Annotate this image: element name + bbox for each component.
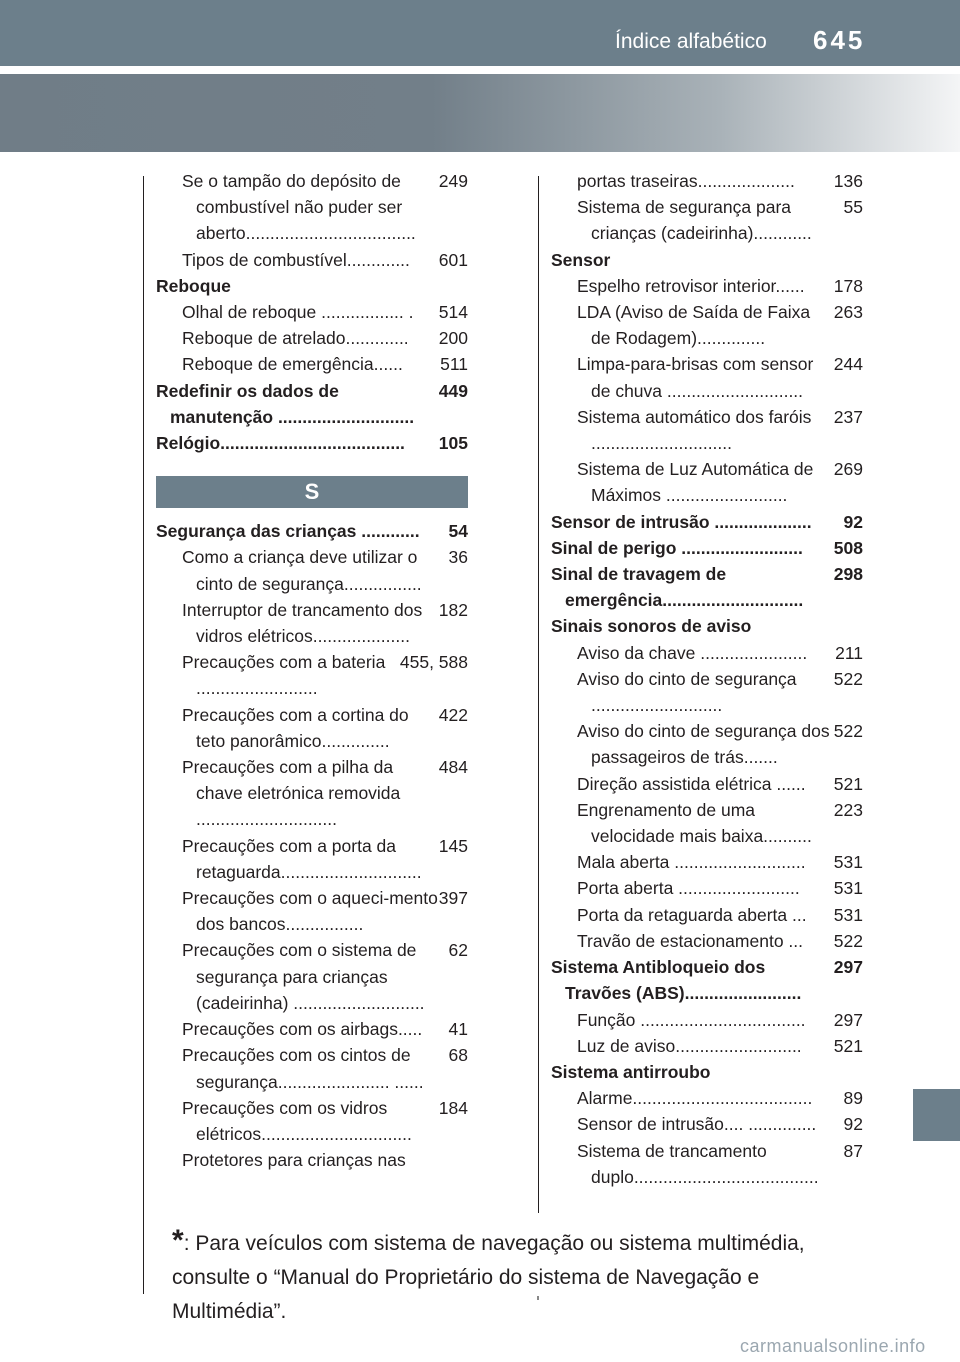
entry-text: Sensor de intrusão.... .............. bbox=[577, 1114, 817, 1135]
entry-text: Sistema de Luz Automática de Máximos ......................... bbox=[577, 459, 814, 506]
entry-text: Redefinir os dados de manutenção ............................ bbox=[156, 380, 415, 427]
entry-text: Relógio...................................... bbox=[156, 433, 405, 454]
entry-page: 522 bbox=[833, 721, 863, 742]
footnote-marker: * bbox=[172, 1224, 184, 1257]
entry-text: Sinais sonoros de aviso bbox=[551, 616, 752, 637]
entry-page: 249 bbox=[438, 171, 468, 191]
index-entry bbox=[156, 937, 468, 1016]
entry-text: Reboque de atrelado............. bbox=[182, 328, 409, 349]
index-entry bbox=[156, 1016, 468, 1042]
index-entry bbox=[156, 430, 468, 456]
entry-text: Precauções com a bateria ......................... bbox=[182, 652, 386, 699]
watermark: carmanualsonline.info bbox=[740, 1336, 926, 1356]
entry-page: 145 bbox=[438, 835, 468, 856]
entry-text: Alarme..................................... bbox=[577, 1088, 813, 1109]
index-entry bbox=[156, 833, 468, 885]
index-entry bbox=[156, 597, 468, 649]
entry-page: 508 bbox=[833, 537, 863, 558]
index-entry bbox=[551, 666, 863, 718]
entry-text: Precauções com o sistema de segurança para crianças (cadeirinha) ........................... bbox=[182, 940, 425, 1013]
index-entry bbox=[551, 1138, 863, 1190]
entry-text: Reboque de emergência...... bbox=[182, 354, 403, 375]
entry-text: Precauções com a pilha da chave eletrónica removida ............................. bbox=[182, 757, 401, 830]
index-entries-r bbox=[156, 168, 468, 456]
index-entry bbox=[551, 1007, 863, 1033]
index-entry bbox=[551, 928, 863, 954]
index-entry bbox=[156, 299, 468, 325]
page-number: 645 bbox=[813, 25, 866, 55]
entry-text: LDA (Aviso de Saída de Faixa de Rodagem).............. bbox=[577, 302, 811, 349]
entry-page: 62 bbox=[448, 940, 468, 961]
entry-text: Engrenamento de uma velocidade mais baixa.......... bbox=[577, 799, 812, 847]
entry-text: Função .................................. bbox=[577, 1009, 806, 1030]
entry-text: Travão de estacionamento ... bbox=[577, 930, 804, 951]
entry-page: 89 bbox=[843, 1088, 863, 1109]
entry-text: Aviso do cinto de segurança ........................... bbox=[577, 668, 797, 716]
left-column-rule bbox=[143, 176, 144, 1294]
entry-page: 522 bbox=[833, 930, 863, 951]
footnote bbox=[172, 1224, 872, 1329]
entry-page: 297 bbox=[833, 957, 863, 978]
entry-page: 41 bbox=[448, 1019, 468, 1040]
entry-text: Limpa-para-brisas com sensor de chuva ............................ bbox=[577, 354, 814, 401]
index-entry bbox=[551, 194, 863, 246]
entry-page: 298 bbox=[833, 564, 863, 585]
index-entry bbox=[156, 1095, 468, 1147]
entry-text: Porta aberta ......................... bbox=[577, 878, 800, 899]
entry-text: Precauções com os airbags..... bbox=[182, 1019, 423, 1040]
entry-text: Mala aberta ........................... bbox=[577, 852, 806, 873]
index-entry bbox=[156, 378, 468, 430]
section-header-s: S bbox=[156, 476, 468, 508]
entry-text: Se o tampão do depósito de combustível não puder ser aberto................................... bbox=[182, 171, 416, 244]
footnote-text: : Para veículos com sistema de navegação ou sistema multimédia, consulte o “Manual do Proprietário do sistema de Navegação e Multimédia”. bbox=[172, 1232, 805, 1323]
entry-text: Espelho retrovisor interior...... bbox=[577, 275, 805, 296]
index-entry bbox=[156, 544, 468, 596]
index-entry bbox=[551, 954, 863, 1006]
entry-page: 531 bbox=[833, 878, 863, 899]
entry-page: 92 bbox=[843, 511, 863, 532]
entry-page: 200 bbox=[438, 328, 468, 349]
entry-text: Sistema antirroubo bbox=[551, 1061, 711, 1082]
index-entries-s bbox=[156, 518, 468, 1173]
entry-text: Interruptor de trancamento dos vidros elétricos.................... bbox=[182, 599, 423, 647]
entry-text: Precauções com o aqueci-mento dos bancos................ bbox=[182, 888, 438, 935]
entry-page: 422 bbox=[438, 704, 468, 725]
entry-page: 531 bbox=[833, 904, 863, 925]
index-entry bbox=[551, 797, 863, 849]
entry-text: Sistema Antibloqueio dos Travões (ABS)........................ bbox=[551, 957, 802, 1004]
entry-text: Tipos de combustível............. bbox=[182, 249, 410, 270]
entry-text: Precauções com a porta da retaguarda............................. bbox=[182, 835, 422, 882]
entry-text: Reboque bbox=[156, 275, 231, 296]
index-entry bbox=[551, 456, 863, 508]
entry-page: 184 bbox=[438, 1097, 468, 1118]
entry-page: 55 bbox=[843, 197, 863, 218]
entry-text: Como a criança deve utilizar o cinto de segurança................ bbox=[182, 547, 422, 594]
index-entry bbox=[551, 902, 863, 928]
index-entry bbox=[551, 351, 863, 403]
entry-page: 178 bbox=[833, 275, 863, 296]
index-entry bbox=[156, 168, 468, 247]
entry-text: Sinal de perigo ......................... bbox=[551, 537, 803, 558]
index-entry bbox=[551, 771, 863, 797]
index-entry bbox=[551, 613, 863, 639]
entry-page: 68 bbox=[448, 1045, 468, 1066]
entry-text: Luz de aviso.......................... bbox=[577, 1035, 802, 1056]
entry-page: 54 bbox=[448, 521, 468, 542]
entry-text: Precauções com a cortina do teto panorâmico.............. bbox=[182, 704, 409, 751]
entry-page: 223 bbox=[833, 799, 863, 820]
entry-page: 455, 588 bbox=[399, 652, 468, 673]
index-entry bbox=[156, 247, 468, 273]
index-entry bbox=[551, 509, 863, 535]
entry-page: 269 bbox=[833, 459, 863, 480]
entry-page: 514 bbox=[438, 302, 468, 323]
entry-text: Aviso do cinto de segurança dos passageiros de trás....... bbox=[577, 721, 830, 768]
entry-page: 531 bbox=[833, 852, 863, 873]
index-entry bbox=[156, 518, 468, 544]
index-entry bbox=[551, 168, 863, 194]
entry-text: Protetores para crianças nas bbox=[182, 1150, 406, 1171]
entry-text: Sensor de intrusão .................... bbox=[551, 511, 812, 532]
entry-page: 484 bbox=[438, 757, 468, 778]
entry-page: 601 bbox=[438, 249, 468, 270]
entry-text: Sistema de segurança para crianças (cadeirinha)............ bbox=[577, 197, 812, 244]
entry-text: Sistema automático dos faróis ............................. bbox=[577, 406, 812, 454]
entry-page: 87 bbox=[843, 1140, 863, 1161]
entry-page: 211 bbox=[835, 642, 863, 663]
entry-text: Direção assistida elétrica ...... bbox=[577, 773, 806, 794]
index-entry bbox=[156, 325, 468, 351]
header-title: Índice alfabético bbox=[615, 30, 767, 53]
entry-text: Porta da retaguarda aberta ... bbox=[577, 904, 807, 925]
entry-page: 521 bbox=[833, 773, 863, 794]
index-entry bbox=[551, 1033, 863, 1059]
entry-page: 237 bbox=[833, 406, 863, 427]
entry-page: 521 bbox=[833, 1035, 863, 1056]
index-entry bbox=[551, 849, 863, 875]
entry-page: 36 bbox=[448, 547, 468, 568]
entry-text: Aviso da chave ...................... bbox=[577, 642, 808, 663]
index-column-left bbox=[156, 168, 468, 1173]
index-entry bbox=[551, 718, 863, 770]
index-entry bbox=[551, 1111, 863, 1137]
entry-page: 182 bbox=[438, 599, 468, 620]
index-entry bbox=[551, 299, 863, 351]
index-entry bbox=[156, 351, 468, 377]
index-entry bbox=[156, 1147, 468, 1173]
index-entry bbox=[551, 404, 863, 456]
entry-page: 136 bbox=[833, 171, 863, 191]
index-entry bbox=[551, 273, 863, 299]
entry-text: Precauções com os vidros elétricos............................... bbox=[182, 1097, 412, 1144]
entry-page: 244 bbox=[833, 354, 863, 375]
index-entry bbox=[551, 535, 863, 561]
entry-text: Segurança das crianças ............ bbox=[156, 521, 420, 542]
index-entry bbox=[551, 1085, 863, 1111]
index-entry bbox=[156, 649, 468, 701]
entry-text: Olhal de reboque ................. . bbox=[182, 302, 414, 323]
entry-text: portas traseiras.................... bbox=[577, 171, 795, 191]
index-entry bbox=[551, 640, 863, 666]
index-entry bbox=[156, 273, 468, 299]
entry-page: 511 bbox=[440, 354, 468, 375]
index-entry bbox=[156, 885, 468, 937]
index-entry bbox=[156, 702, 468, 754]
entry-page: 105 bbox=[438, 433, 468, 454]
entry-text: Sensor bbox=[551, 249, 611, 270]
entry-page: 297 bbox=[833, 1009, 863, 1030]
index-entry bbox=[156, 754, 468, 833]
index-entry bbox=[156, 1042, 468, 1094]
entry-page: 522 bbox=[833, 668, 863, 689]
entry-text: Sinal de travagem de emergência............................. bbox=[551, 564, 804, 611]
center-mark bbox=[537, 1296, 539, 1300]
right-column-rule bbox=[538, 176, 539, 1213]
entry-text: Sistema de trancamento duplo...................................... bbox=[577, 1140, 819, 1187]
header-gradient-banner bbox=[0, 74, 960, 152]
entry-page: 449 bbox=[438, 380, 468, 401]
index-column-right bbox=[551, 168, 863, 1190]
entry-page: 263 bbox=[833, 302, 863, 323]
index-entry bbox=[551, 875, 863, 901]
index-entry bbox=[551, 561, 863, 613]
entry-text: Precauções com os cintos de segurança....................... ...... bbox=[182, 1045, 424, 1092]
chapter-tab bbox=[913, 1089, 960, 1141]
entry-page: 397 bbox=[438, 888, 468, 909]
index-entry bbox=[551, 1059, 863, 1085]
index-entry bbox=[551, 247, 863, 273]
entry-page: 92 bbox=[843, 1114, 863, 1135]
